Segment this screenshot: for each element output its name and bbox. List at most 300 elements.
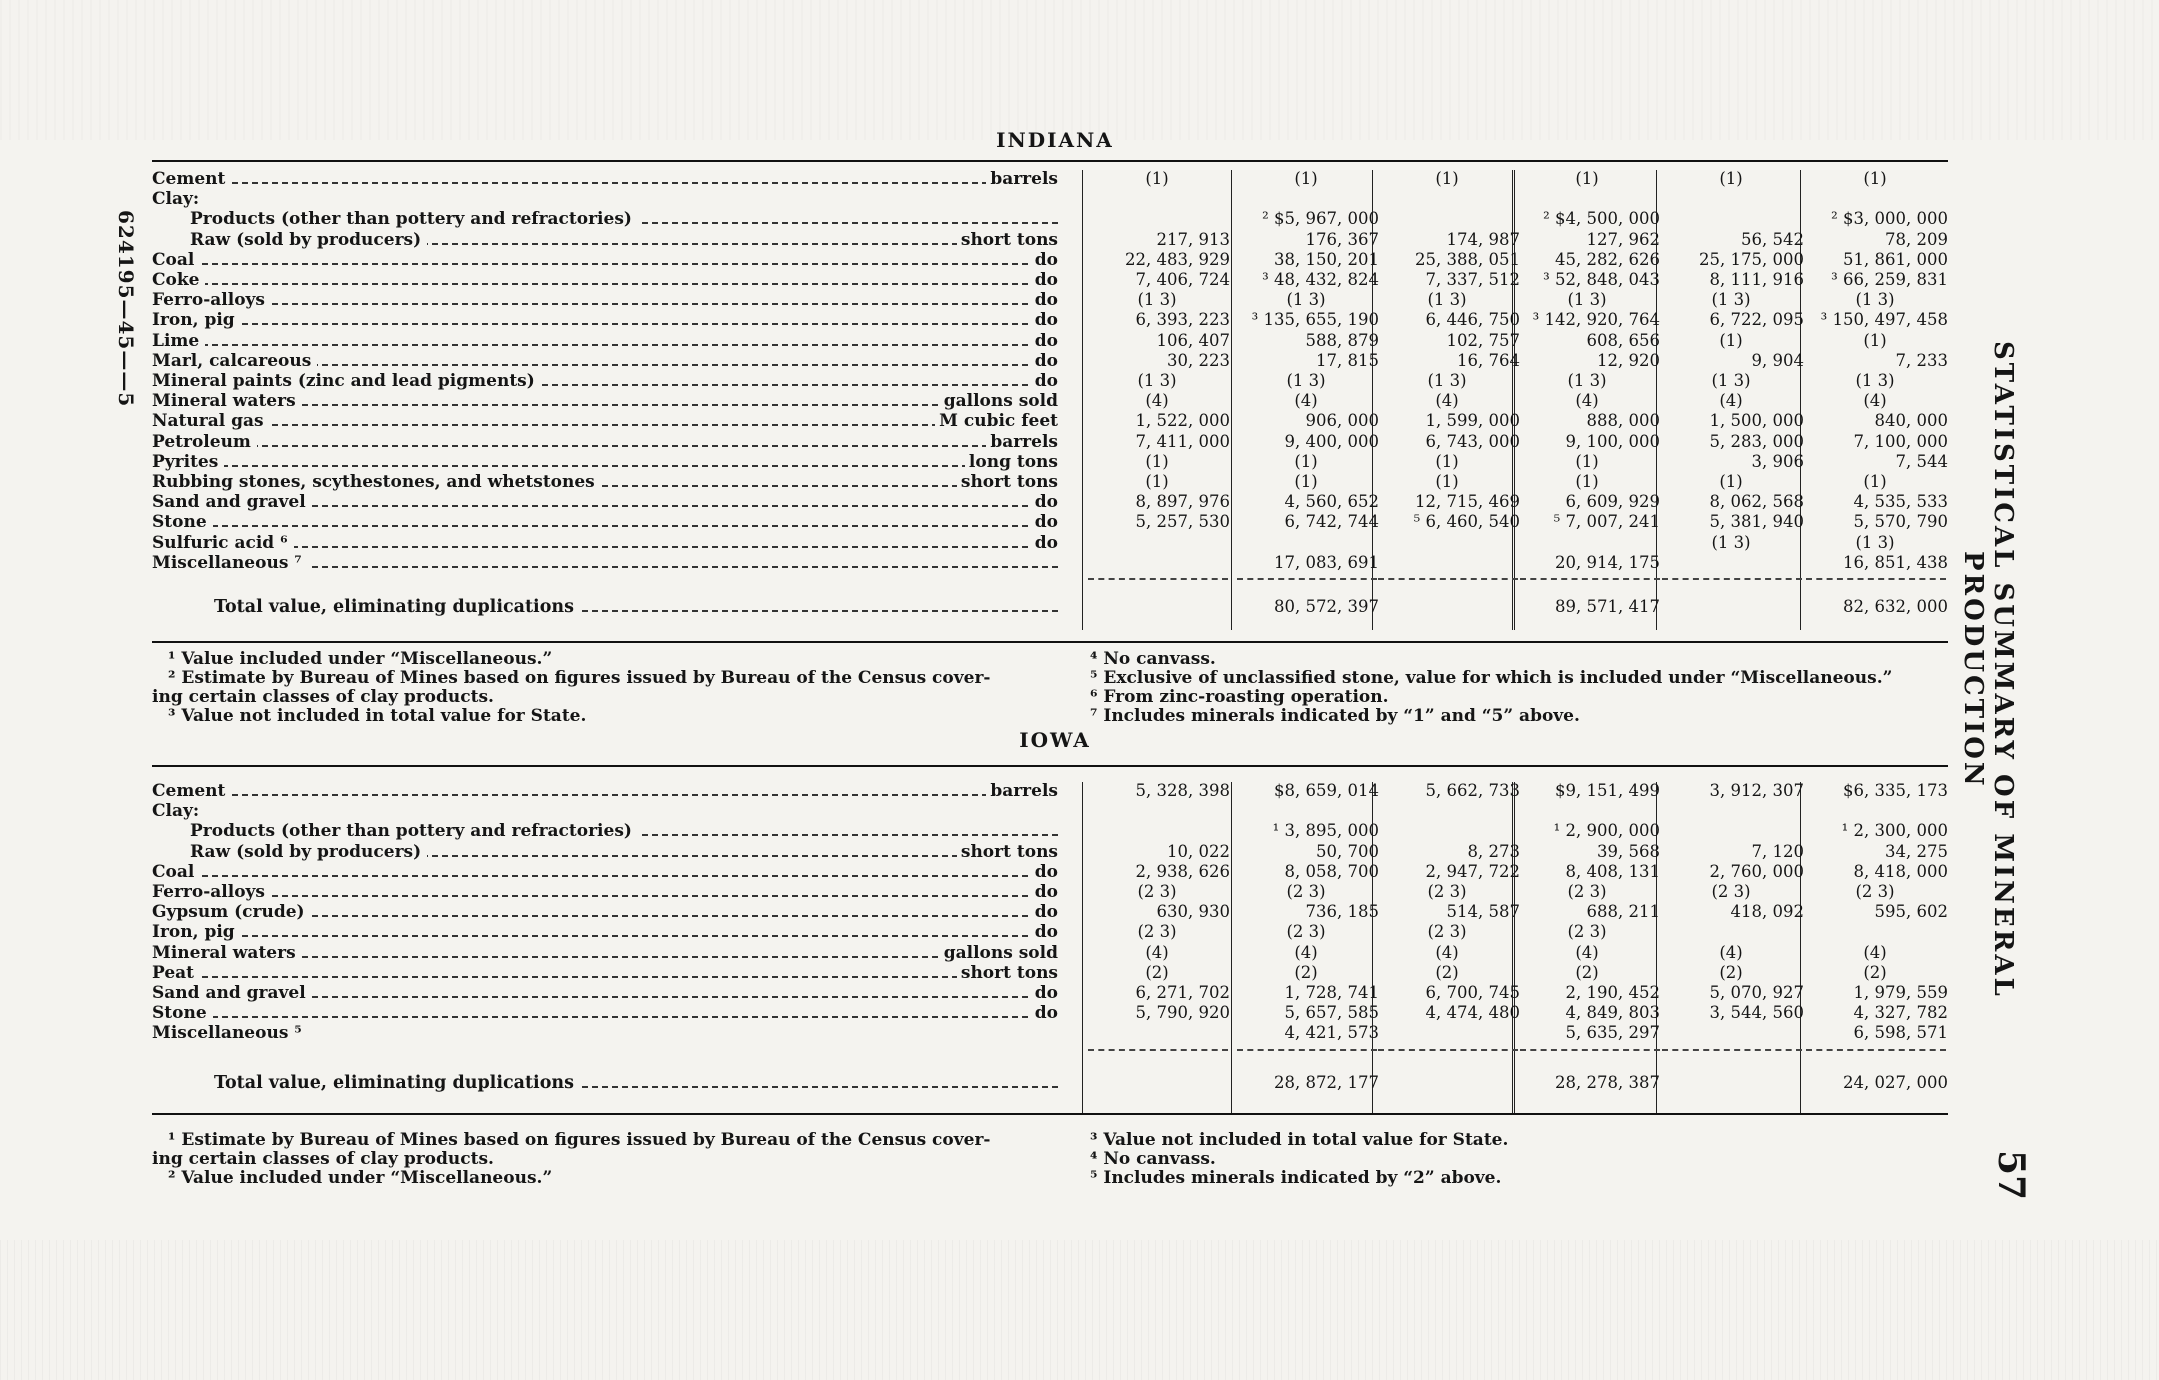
table-cell: 127, 962 xyxy=(1586,229,1660,249)
table-cell: 80, 572, 397 xyxy=(1274,597,1379,616)
indiana-footnote-4: ⁴ No canvass. xyxy=(1090,649,1216,669)
leader-dots xyxy=(152,782,1058,796)
table-cell: (4) xyxy=(1863,942,1887,962)
table-cell: 82, 632, 000 xyxy=(1843,597,1948,616)
table-cell: 4, 474, 480 xyxy=(1425,1003,1520,1023)
table-cell: ⁵ 6, 460, 540 xyxy=(1413,512,1520,532)
row-label xyxy=(152,822,1058,840)
table-row xyxy=(152,453,1948,471)
table-cell: 6, 393, 223 xyxy=(1135,310,1230,330)
table-cell: 8, 408, 131 xyxy=(1565,861,1660,881)
table-cell: 7, 406, 724 xyxy=(1135,270,1230,289)
iowa-footnote-2: ² Value included under “Miscellaneous.” xyxy=(168,1168,553,1188)
table-cell: 12, 920 xyxy=(1597,350,1660,370)
table-cell: 688, 211 xyxy=(1586,902,1660,922)
row-label-text: Total value, eliminating duplications xyxy=(152,598,580,616)
table-cell: 6, 722, 095 xyxy=(1709,310,1804,330)
table-cell: 28, 872, 177 xyxy=(1274,1073,1379,1092)
table-row xyxy=(152,190,1948,208)
table-cell: ¹ 2, 900, 000 xyxy=(1553,821,1660,841)
table-row xyxy=(152,1004,1948,1022)
table-row xyxy=(152,843,1948,861)
table-cell: 22, 483, 929 xyxy=(1125,249,1230,269)
table-cell: 8, 111, 916 xyxy=(1709,270,1804,289)
table-cell: ³ 150, 497, 458 xyxy=(1820,310,1948,330)
row-label xyxy=(152,1074,1058,1092)
table-cell: 888, 000 xyxy=(1586,411,1660,431)
table-cell: (4) xyxy=(1719,942,1743,962)
row-label-text: Gypsum (crude) xyxy=(152,903,311,921)
indiana-footnote-5: ⁵ Exclusive of unclassified stone, value for which is included under “Miscellaneous.” xyxy=(1090,668,1893,688)
table-cell: (1) xyxy=(1575,451,1599,471)
table-cell: (1 3) xyxy=(1286,371,1326,390)
table-cell: (2 3) xyxy=(1711,882,1751,901)
table-cell: 16, 851, 438 xyxy=(1843,552,1948,572)
table-cell: ³ 66, 259, 831 xyxy=(1831,270,1948,289)
table-cell: 20, 914, 175 xyxy=(1555,552,1660,572)
leader-dots xyxy=(152,453,1058,467)
table-cell: 45, 282, 626 xyxy=(1555,249,1660,269)
table-cell: (2) xyxy=(1863,962,1887,982)
table-cell: 7, 120 xyxy=(1751,841,1804,861)
indiana-title: INDIANA xyxy=(996,128,1114,152)
table-cell: 418, 092 xyxy=(1730,902,1804,922)
iowa-bottom-rule xyxy=(152,1113,1948,1115)
row-label xyxy=(152,311,1058,329)
table-cell: (4) xyxy=(1294,942,1318,962)
table-cell: 630, 930 xyxy=(1156,902,1230,922)
table-cell: (1) xyxy=(1294,451,1318,471)
table-row xyxy=(152,923,1948,941)
row-unit: gallons sold xyxy=(940,392,1058,410)
table-cell: $9, 151, 499 xyxy=(1555,781,1660,800)
table-cell: 9, 400, 000 xyxy=(1284,431,1379,451)
row-label-text: Miscellaneous ⁵ xyxy=(152,1024,308,1042)
row-label-text: Iron, pig xyxy=(152,311,241,329)
table-cell: 608, 656 xyxy=(1586,330,1660,350)
row-label-text: Cement xyxy=(152,782,231,800)
table-cell: 4, 560, 652 xyxy=(1284,492,1379,512)
row-unit: barrels xyxy=(986,170,1058,188)
table-cell: 8, 897, 976 xyxy=(1135,492,1230,512)
table-cell: (4) xyxy=(1435,942,1459,962)
table-cell: 1, 500, 000 xyxy=(1709,411,1804,431)
row-label xyxy=(152,782,1058,800)
table-cell: 39, 568 xyxy=(1597,841,1660,861)
table-cell: 8, 062, 568 xyxy=(1709,492,1804,512)
total-separator xyxy=(1806,578,1946,580)
row-label-text: Ferro-alloys xyxy=(152,291,271,309)
row-label-text: Mineral waters xyxy=(152,392,302,410)
row-label-text: Peat xyxy=(152,964,200,982)
table-cell: (1) xyxy=(1575,169,1599,188)
leader-dots xyxy=(152,332,1058,346)
row-label-text: Total value, eliminating duplications xyxy=(152,1074,580,1092)
table-cell: (1 3) xyxy=(1137,290,1177,310)
total-separator xyxy=(1088,578,1228,580)
table-cell: (1) xyxy=(1294,472,1318,491)
row-unit: do xyxy=(1031,984,1058,1002)
table-cell: 28, 278, 387 xyxy=(1555,1073,1660,1092)
table-cell: 736, 185 xyxy=(1305,902,1379,922)
table-cell: 5, 790, 920 xyxy=(1135,1003,1230,1023)
table-cell: 12, 715, 469 xyxy=(1415,492,1520,512)
total-separator xyxy=(1662,1049,1802,1051)
iowa-table xyxy=(152,782,1948,1114)
table-cell: 25, 388, 051 xyxy=(1415,249,1520,269)
indiana-bottom-rule xyxy=(152,641,1948,643)
side-running-title: STATISTICAL SUMMARY OF MINERAL PRODUCTION xyxy=(1958,341,2018,999)
table-cell: (2) xyxy=(1435,962,1459,982)
total-separator xyxy=(1520,1049,1660,1051)
table-cell: 5, 635, 297 xyxy=(1565,1023,1660,1043)
leader-dots xyxy=(152,923,1058,937)
row-label xyxy=(152,493,1058,511)
row-unit: do xyxy=(1031,863,1058,881)
table-cell: (4) xyxy=(1145,391,1169,411)
row-label xyxy=(152,170,1058,188)
table-cell: 6, 598, 571 xyxy=(1853,1023,1948,1043)
table-cell: 8, 058, 700 xyxy=(1284,861,1379,881)
table-row xyxy=(152,210,1948,228)
table-cell: 2, 190, 452 xyxy=(1565,983,1660,1002)
table-cell: 78, 209 xyxy=(1885,229,1948,249)
table-cell: 6, 700, 745 xyxy=(1425,983,1520,1002)
table-cell: (4) xyxy=(1575,942,1599,962)
row-unit: do xyxy=(1031,1004,1058,1022)
table-row xyxy=(152,554,1948,572)
table-cell: 9, 100, 000 xyxy=(1565,431,1660,451)
row-label xyxy=(152,251,1058,269)
table-row xyxy=(152,433,1948,451)
table-cell: (1 3) xyxy=(1855,371,1895,390)
leader-dots xyxy=(152,291,1058,305)
table-cell: 5, 381, 940 xyxy=(1709,512,1804,532)
indiana-footnote-2-cont: ing certain classes of clay products. xyxy=(152,687,494,707)
table-cell: (2 3) xyxy=(1427,922,1467,942)
row-unit: do xyxy=(1031,372,1058,390)
row-label xyxy=(152,903,1058,921)
table-row xyxy=(152,802,1948,820)
iowa-footnote-3: ³ Value not included in total value for State. xyxy=(1090,1130,1509,1150)
leader-dots xyxy=(152,271,1058,285)
row-label xyxy=(152,1024,1058,1042)
row-label-text: Products (other than pottery and refractories) xyxy=(152,822,638,840)
table-cell: (2 3) xyxy=(1567,922,1607,942)
row-unit: do xyxy=(1031,311,1058,329)
total-separator xyxy=(1378,578,1518,580)
page-number: 57 xyxy=(1990,1150,2032,1201)
table-cell: (2) xyxy=(1145,962,1169,982)
row-unit: do xyxy=(1031,271,1058,289)
table-cell: 30, 223 xyxy=(1167,350,1230,370)
table-row xyxy=(152,964,1948,982)
row-label xyxy=(152,923,1058,941)
table-row xyxy=(152,271,1948,289)
table-cell: 514, 587 xyxy=(1446,902,1520,922)
table-cell: ³ 48, 432, 824 xyxy=(1262,270,1379,289)
row-label xyxy=(152,598,1058,616)
total-separator xyxy=(1378,1049,1518,1051)
table-cell: (1) xyxy=(1719,330,1743,350)
row-label xyxy=(152,231,1058,249)
row-unit: do xyxy=(1031,883,1058,901)
row-label-text: Coal xyxy=(152,251,200,269)
row-label xyxy=(152,453,1058,471)
row-unit: do xyxy=(1031,251,1058,269)
table-cell: ⁵ 7, 007, 241 xyxy=(1553,512,1660,532)
total-separator xyxy=(1237,1049,1377,1051)
total-separator xyxy=(1088,1049,1228,1051)
iowa-top-rule xyxy=(152,765,1948,767)
table-cell: 5, 070, 927 xyxy=(1709,983,1804,1002)
table-cell: 5, 257, 530 xyxy=(1135,512,1230,532)
table-cell: 8, 273 xyxy=(1467,841,1520,861)
table-cell: 906, 000 xyxy=(1305,411,1379,431)
row-label xyxy=(152,190,1058,208)
table-cell: 7, 100, 000 xyxy=(1853,431,1948,451)
table-cell: 5, 657, 585 xyxy=(1284,1003,1379,1023)
indiana-top-rule xyxy=(152,160,1948,162)
table-row xyxy=(152,903,1948,921)
row-unit: short tons xyxy=(957,843,1058,861)
table-cell: ³ 142, 920, 764 xyxy=(1532,310,1660,330)
row-label-text: Pyrites xyxy=(152,453,224,471)
iowa-footnote-1-cont: ing certain classes of clay products. xyxy=(152,1149,494,1169)
table-cell: (4) xyxy=(1863,391,1887,411)
indiana-footnote-2: ² Estimate by Bureau of Mines based on figures issued by Bureau of the Census cover- xyxy=(168,668,991,688)
row-unit: do xyxy=(1031,352,1058,370)
table-cell: 51, 861, 000 xyxy=(1843,249,1948,269)
row-unit: barrels xyxy=(986,433,1058,451)
table-cell: (4) xyxy=(1719,391,1743,411)
row-unit: short tons xyxy=(957,231,1058,249)
scan-noise-bottom xyxy=(0,1240,2159,1380)
table-cell: $8, 659, 014 xyxy=(1274,781,1379,800)
leader-dots xyxy=(152,251,1058,265)
table-cell: (2 3) xyxy=(1855,882,1895,901)
leader-dots xyxy=(152,1004,1058,1018)
table-cell: 6, 271, 702 xyxy=(1135,983,1230,1002)
row-label xyxy=(152,802,1058,820)
row-label xyxy=(152,392,1058,410)
table-row xyxy=(152,984,1948,1002)
leader-dots xyxy=(152,170,1058,184)
table-cell: (1) xyxy=(1575,472,1599,491)
table-row xyxy=(152,534,1948,552)
table-cell: (1) xyxy=(1145,169,1169,188)
table-cell: 50, 700 xyxy=(1316,841,1379,861)
table-cell: 7, 233 xyxy=(1895,350,1948,370)
indiana-footnote-6: ⁶ From zinc-roasting operation. xyxy=(1090,687,1389,707)
table-cell: 595, 602 xyxy=(1874,902,1948,922)
indiana-footnote-3: ³ Value not included in total value for State. xyxy=(168,706,587,726)
row-label xyxy=(152,271,1058,289)
table-cell: (4) xyxy=(1294,391,1318,411)
leader-dots xyxy=(152,311,1058,325)
row-label-text: Miscellaneous ⁷ xyxy=(152,554,308,572)
table-cell: (1 3) xyxy=(1427,371,1467,390)
table-cell: 102, 757 xyxy=(1446,330,1520,350)
table-cell: (1) xyxy=(1863,472,1887,491)
row-label xyxy=(152,1004,1058,1022)
table-cell: 6, 446, 750 xyxy=(1425,310,1520,330)
table-row xyxy=(152,863,1948,881)
table-row xyxy=(152,944,1948,962)
row-label xyxy=(152,863,1058,881)
table-cell: ² $3, 000, 000 xyxy=(1831,209,1948,229)
table-cell: (1 3) xyxy=(1567,290,1607,310)
leader-dots xyxy=(152,964,1058,978)
table-cell: (1) xyxy=(1863,169,1887,188)
leader-dots xyxy=(152,883,1058,897)
table-row xyxy=(152,231,1948,249)
row-unit: M cubic feet xyxy=(935,412,1058,430)
table-cell: ³ 52, 848, 043 xyxy=(1543,270,1660,289)
row-label-text: Stone xyxy=(152,513,213,531)
table-cell: (2 3) xyxy=(1286,922,1326,942)
row-label xyxy=(152,332,1058,350)
table-cell: ² $5, 967, 000 xyxy=(1262,209,1379,229)
table-cell: 89, 571, 417 xyxy=(1555,597,1660,616)
table-cell: 7, 544 xyxy=(1895,451,1948,471)
table-cell: (1 3) xyxy=(1855,532,1895,552)
row-label xyxy=(152,513,1058,531)
table-cell: 3, 544, 560 xyxy=(1709,1003,1804,1023)
table-cell: 1, 979, 559 xyxy=(1853,983,1948,1002)
table-row xyxy=(152,493,1948,511)
table-cell: (1) xyxy=(1435,472,1459,491)
row-label-text: Mineral paints (zinc and lead pigments) xyxy=(152,372,541,390)
table-row xyxy=(152,352,1948,370)
total-separator xyxy=(1662,578,1802,580)
scan-noise-top xyxy=(0,0,2159,140)
row-label-text: Lime xyxy=(152,332,205,350)
table-cell: (1 3) xyxy=(1711,290,1751,310)
table-row xyxy=(152,782,1948,800)
row-label-text: Rubbing stones, scythestones, and whetstones xyxy=(152,473,601,491)
table-cell: (1 3) xyxy=(1567,371,1607,390)
table-cell: 25, 175, 000 xyxy=(1699,249,1804,269)
table-cell: ² $4, 500, 000 xyxy=(1543,209,1660,229)
row-label xyxy=(152,883,1058,901)
table-cell: ¹ 3, 895, 000 xyxy=(1272,821,1379,841)
table-cell: 1, 728, 741 xyxy=(1284,983,1379,1002)
table-cell: (1 3) xyxy=(1711,371,1751,390)
table-cell: ¹ 2, 300, 000 xyxy=(1841,821,1948,841)
table-cell: (1 3) xyxy=(1137,371,1177,390)
table-cell: 174, 987 xyxy=(1446,229,1520,249)
table-row xyxy=(152,170,1948,188)
table-cell: (1) xyxy=(1145,472,1169,491)
table-cell: 5, 662, 733 xyxy=(1425,781,1520,800)
table-row xyxy=(152,473,1948,491)
table-cell: (2 3) xyxy=(1567,882,1607,901)
total-separator xyxy=(1806,1049,1946,1051)
row-label-text: Cement xyxy=(152,170,231,188)
table-cell: 1, 599, 000 xyxy=(1425,411,1520,431)
row-label-text: Natural gas xyxy=(152,412,270,430)
table-cell: (1 3) xyxy=(1427,290,1467,310)
table-cell: (1 3) xyxy=(1711,532,1751,552)
row-label-text: Marl, calcareous xyxy=(152,352,317,370)
row-label-text: Raw (sold by producers) xyxy=(152,231,427,249)
table-cell: 5, 328, 398 xyxy=(1135,781,1230,800)
row-label-text: Clay: xyxy=(152,190,205,208)
leader-dots xyxy=(152,412,1058,426)
table-cell: (2) xyxy=(1294,962,1318,982)
row-unit: do xyxy=(1031,332,1058,350)
table-cell: 24, 027, 000 xyxy=(1843,1073,1948,1092)
leader-dots xyxy=(152,863,1058,877)
table-cell: $6, 335, 173 xyxy=(1843,781,1948,800)
table-cell: 38, 150, 201 xyxy=(1274,249,1379,269)
table-cell: 2, 760, 000 xyxy=(1709,861,1804,881)
row-label xyxy=(152,412,1058,430)
row-label-text: Iron, pig xyxy=(152,923,241,941)
table-row xyxy=(152,392,1948,410)
table-cell: 5, 283, 000 xyxy=(1709,431,1804,451)
total-separator xyxy=(1237,578,1377,580)
row-unit: gallons sold xyxy=(940,944,1058,962)
row-label-text: Raw (sold by producers) xyxy=(152,843,427,861)
table-cell: 56, 542 xyxy=(1741,229,1804,249)
row-label-text: Coke xyxy=(152,271,205,289)
table-row xyxy=(152,412,1948,430)
table-cell: 4, 327, 782 xyxy=(1853,1003,1948,1023)
table-cell: 5, 570, 790 xyxy=(1853,512,1948,532)
row-label xyxy=(152,984,1058,1002)
table-cell: 4, 421, 573 xyxy=(1284,1023,1379,1043)
row-unit: do xyxy=(1031,903,1058,921)
table-total-row xyxy=(152,598,1948,616)
table-cell: 840, 000 xyxy=(1874,411,1948,431)
table-cell: (2 3) xyxy=(1427,882,1467,901)
table-cell: (4) xyxy=(1145,942,1169,962)
table-cell: (2) xyxy=(1575,962,1599,982)
iowa-footnote-4: ⁴ No canvass. xyxy=(1090,1149,1216,1169)
indiana-footnote-7: ⁷ Includes minerals indicated by “1” and “5” above. xyxy=(1090,706,1580,726)
table-cell: 6, 742, 744 xyxy=(1284,512,1379,532)
table-cell: 217, 913 xyxy=(1156,229,1230,249)
row-label-text: Stone xyxy=(152,1004,213,1022)
row-unit: short tons xyxy=(957,473,1058,491)
table-cell: (1 3) xyxy=(1855,290,1895,310)
row-label xyxy=(152,554,1058,572)
table-cell: (4) xyxy=(1435,391,1459,411)
indiana-footnote-1: ¹ Value included under “Miscellaneous.” xyxy=(168,649,553,669)
table-cell: 7, 411, 000 xyxy=(1135,431,1230,451)
table-cell: (4) xyxy=(1575,391,1599,411)
table-cell: (1) xyxy=(1863,330,1887,350)
row-label-text: Clay: xyxy=(152,802,205,820)
table-cell: (2) xyxy=(1719,962,1743,982)
row-label-text: Petroleum xyxy=(152,433,257,451)
row-label xyxy=(152,352,1058,370)
table-cell: 4, 535, 533 xyxy=(1853,492,1948,512)
table-cell: 6, 609, 929 xyxy=(1565,492,1660,512)
row-unit: do xyxy=(1031,291,1058,309)
table-cell: 7, 337, 512 xyxy=(1425,270,1520,289)
table-cell: (1) xyxy=(1435,169,1459,188)
table-row xyxy=(152,513,1948,531)
row-label-text: Products (other than pottery and refractories) xyxy=(152,210,638,228)
table-row xyxy=(152,332,1948,350)
table-row xyxy=(152,822,1948,840)
iowa-footnote-1: ¹ Estimate by Bureau of Mines based on figures issued by Bureau of the Census cover- xyxy=(168,1130,991,1150)
row-label-text: Sulfuric acid ⁶ xyxy=(152,534,294,552)
table-row xyxy=(152,1024,1948,1042)
